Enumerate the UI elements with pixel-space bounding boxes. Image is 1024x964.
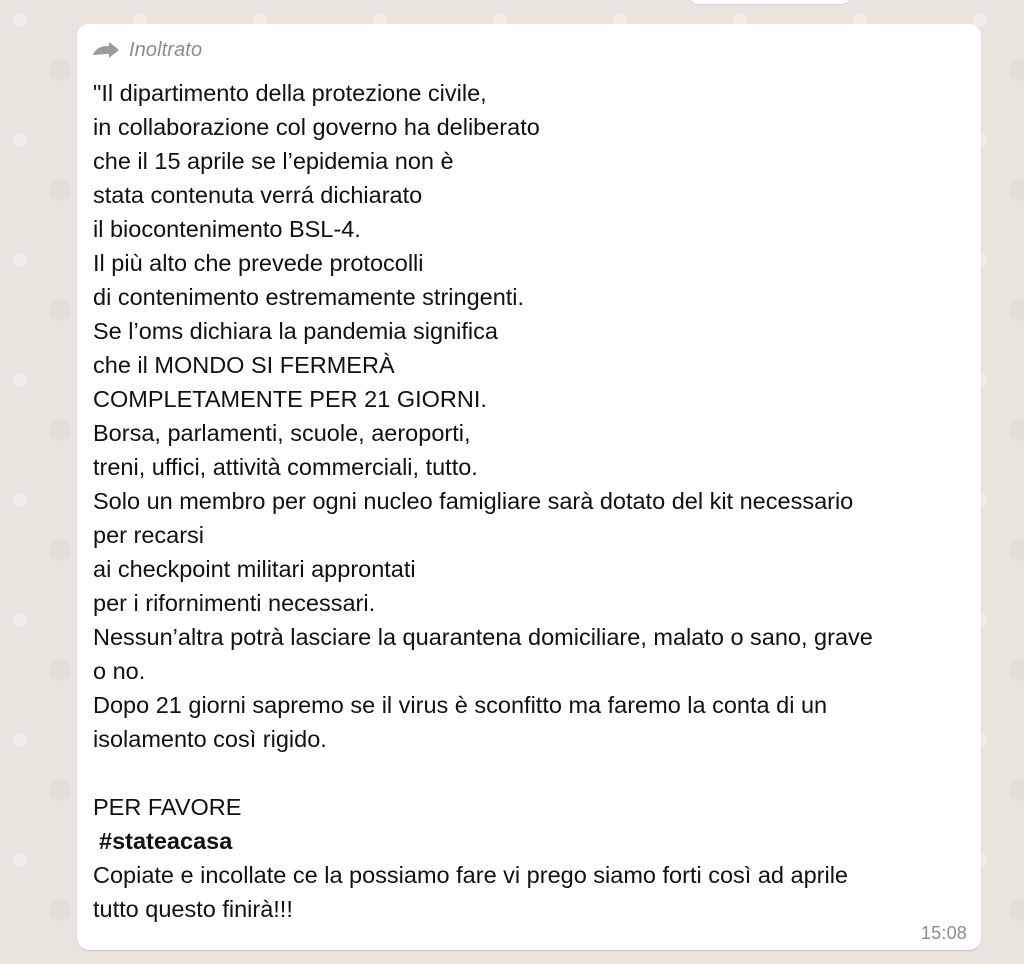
message-blank-line [93,756,965,790]
message-line: "Il dipartimento della protezione civile, [93,80,487,106]
message-line: Nessun’altra potrà lasciare la quarantena domiciliare, malato o sano, grave [93,624,873,650]
forward-arrow-icon [91,40,121,60]
message-line: Il più alto che prevede protocolli [93,250,424,276]
forwarded-message-bubble[interactable] [77,24,981,950]
message-line: stata contenuta verrá dichiarato [93,182,423,208]
message-line: Se l’oms dichiara la pandemia significa [93,318,498,344]
message-line: in collaborazione col governo ha deliberato [93,114,540,140]
message-line: Copiate e incollate ce la possiamo fare vi prego siamo forti così ad aprile [93,862,848,888]
message-line: Solo un membro per ogni nucleo famigliare sarà dotato del kit necessario [93,488,854,514]
message-line: ai checkpoint militari approntati [93,556,416,582]
message-line: treni, uffici, attività commerciali, tutto. [93,454,478,480]
message-line: che il 15 aprile se l’epidemia non è [93,148,454,174]
message-line: COMPLETAMENTE PER 21 GIORNI. [93,386,487,412]
message-line: che il MONDO SI FERMERÀ [93,352,395,378]
message-line: Dopo 21 giorni sapremo se il virus è sconfitto ma faremo la conta di un [93,692,828,718]
forwarded-label: Inoltrato [129,38,203,61]
message-line: per recarsi [93,522,205,548]
forwarded-header [91,38,202,62]
top-bubble-edge [690,0,850,4]
message-line: o no. [93,658,146,684]
hashtag-link[interactable]: #stateacasa [99,828,233,854]
message-timestamp: 15:08 [920,923,967,943]
message-line: isolamento così rigido. [93,726,327,752]
message-line: per i rifornimenti necessari. [93,590,376,616]
message-line: PER FAVORE [93,794,242,820]
message-line: di contenimento estremamente stringenti. [93,284,525,310]
message-body [93,76,965,926]
message-line: Borsa, parlamenti, scuole, aeroporti, [93,420,471,446]
message-line: il biocontenimento BSL-4. [93,216,361,242]
message-line: tutto questo finirà!!! [93,896,293,922]
